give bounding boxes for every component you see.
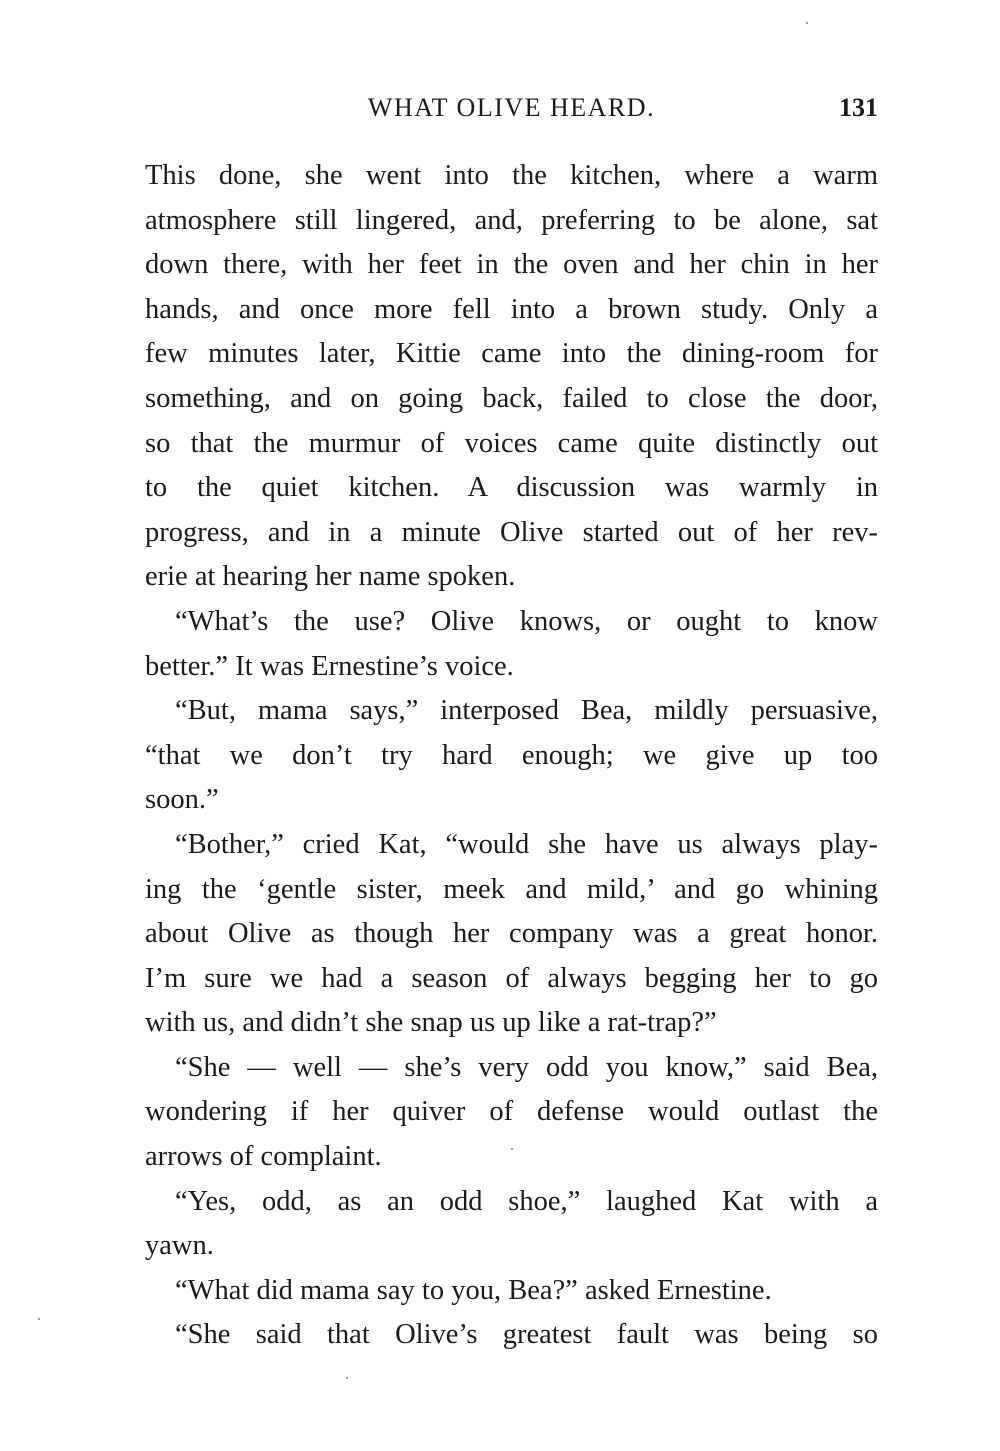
text-line: better.” It was Ernestine’s voice.: [145, 650, 514, 682]
text-line: ing the ‘gentle sister, meek and mild,’ and go whining: [145, 873, 878, 905]
text-line: “What’s the use? Olive knows, or ought to know: [175, 605, 878, 637]
text-line: “What did mama say to you, Bea?” asked Ernestine.: [175, 1274, 772, 1306]
text-line: erie at hearing her name spoken.: [145, 561, 516, 593]
text-line: This done, she went into the kitchen, where a warm: [145, 160, 878, 191]
running-head: [145, 90, 878, 126]
text-line: something, and on going back, failed to close the door,: [145, 382, 878, 414]
scan-speck: [511, 1148, 513, 1150]
chapter-title: WHAT OLIVE HEARD.: [367, 93, 656, 122]
text-line: with us, and didn’t she snap us up like a rat-trap?”: [145, 1007, 717, 1039]
text-line: “But, mama says,” interposed Bea, mildly persuasive,: [175, 695, 878, 727]
text-line: yawn.: [145, 1230, 214, 1262]
text-line: “Yes, odd, as an odd shoe,” laughed Kat with a: [175, 1185, 878, 1217]
text-line: “that we don’t try hard enough; we give up too: [145, 739, 878, 771]
text-line: progress, and in a minute Olive started out of her rev-: [145, 516, 878, 548]
text-line: “Bother,” cried Kat, “would she have us always play-: [175, 828, 878, 860]
scan-speck: [38, 1318, 40, 1320]
text-line: “She said that Olive’s greatest fault was being so: [175, 1319, 878, 1351]
text-line: wondering if her quiver of defense would outlast the: [145, 1096, 878, 1128]
text-line: to the quiet kitchen. A discussion was warmly in: [145, 472, 878, 504]
text-line: soon.”: [145, 784, 219, 816]
text-line: about Olive as though her company was a great honor.: [145, 918, 878, 950]
text-line: arrows of complaint.: [145, 1141, 382, 1173]
text-line: few minutes later, Kittie came into the dining-room for: [145, 338, 878, 370]
page-number: 131: [839, 93, 878, 122]
text-line: hands, and once more fell into a brown study. Only a: [145, 293, 878, 325]
text-line: I’m sure we had a season of always begging her to go: [145, 962, 878, 994]
text-line: atmosphere still lingered, and, preferring to be alone, sat: [145, 204, 878, 236]
scan-speck: [346, 1377, 348, 1379]
scan-speck: [806, 22, 808, 24]
text-line: down there, with her feet in the oven and her chin in her: [145, 249, 878, 281]
body-text: [145, 154, 878, 1358]
text-line: so that the murmur of voices came quite distinctly out: [145, 427, 878, 459]
text-line: “She — well — she’s very odd you know,” said Bea,: [175, 1051, 878, 1083]
